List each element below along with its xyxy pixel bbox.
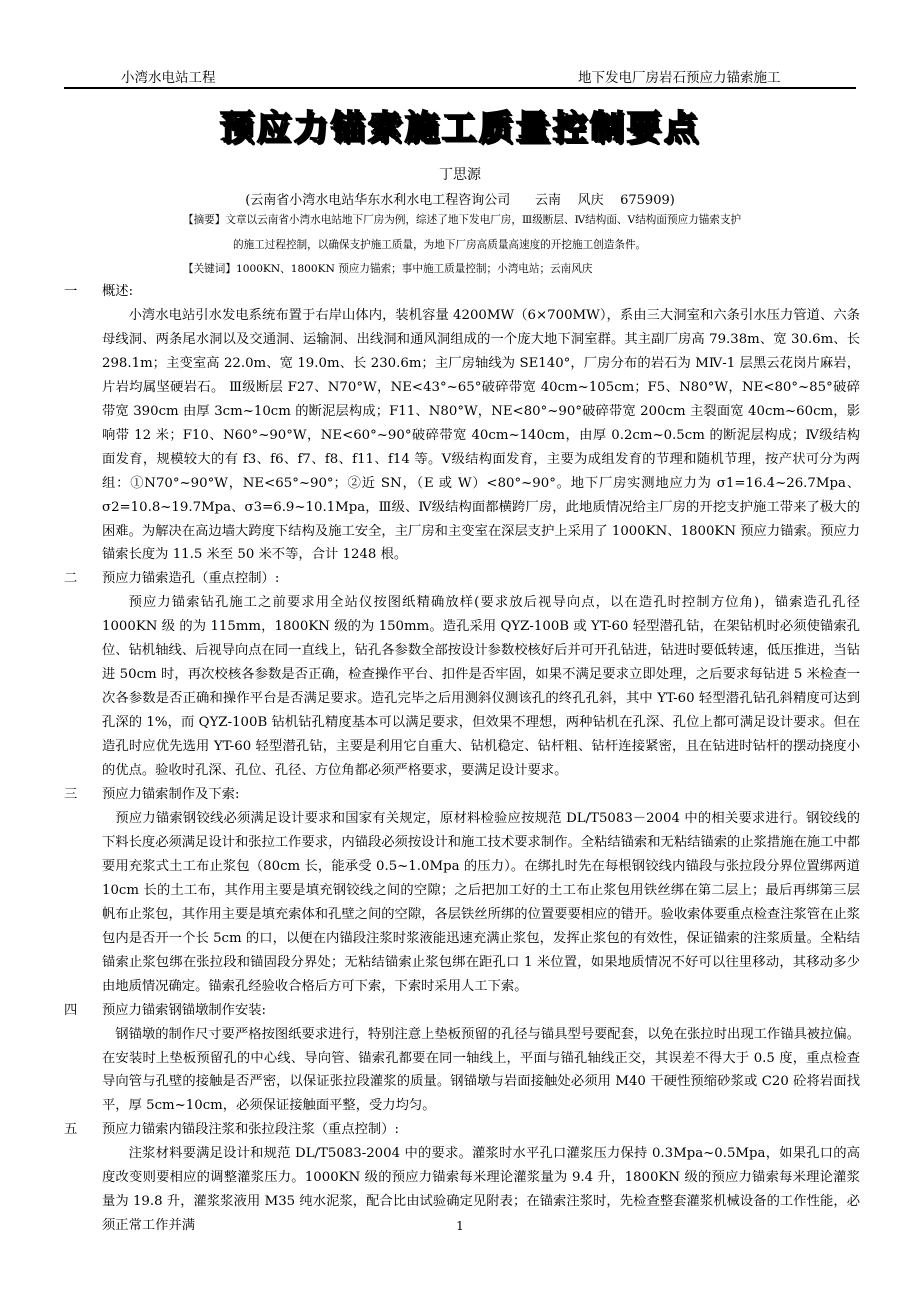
author-affiliation: (云南省小湾水电站华东水利水电工程咨询公司 云南 风庆 675909) (245, 193, 675, 208)
article-body (64, 280, 860, 1238)
section-paragraph: 小湾水电站引水发电系统布置于右岸山体内，装机容量 4200MW（6×700MW），系由三大洞室和六条引水压力管道、六条母线洞、两条尾水洞以及交通洞、运输洞、出线洞和通风洞组成的一个庞大地下洞室群。其主副厂房高 79.38m、宽 30.6m、长 298.1m；主变室高 22.0m、宽 19.0m、长 230.6m；主厂房轴线为 SE140°，厂房分布的岩石为 MⅣ-1 层黑云花岗片麻岩，片岩均属坚硬岩石。 Ⅲ级断层 F27、N70°W，NE<43°~65°破碎带宽 40cm~105cm；F5、N80°W，NE<80°~85°破碎带宽 390cm 由厚 3cm~10cm 的断泥层构成；F11、N80°W，NE<80°~90°破碎带宽 200cm 主裂面宽 40cm~60cm，影响带 12 米；F10、N60°~90°W，NE<60°~90°破碎带宽 40cm~140cm，由厚 0.2cm~0.5cm 的断泥层构成；Ⅳ级结构面发育，规模较大的有 f3、f6、f7、f8、f11、f14 等。Ⅴ级结构面发育，主要为成组发育的节理和随机节理，按产状可分为两组：①N70°~90°W，NE<65°~90°；②近 SN，（E 或 W）<80°~90°。地下厂房实测地应力为 σ1=16.4~26.7Mpa、σ2=10.8~19.7Mpa、σ3=6.9~10.1Mpa，Ⅲ级、Ⅳ级结构面都横跨厂房，此地质情况给主厂房的开挖支护施工带来了极大的困难。为解决在高边墙大跨度下结构及施工安全，主厂房和主变室在深层支护上采用了 1000KN、1800KN 预应力锚索。预应力锚索长度为 11.5 米至 50 米不等，合计 1248 根。 (102, 307, 860, 563)
section-heading (64, 280, 860, 304)
section-number: 五 (64, 1122, 78, 1138)
section-number: 三 (64, 787, 78, 803)
section-number: 一 (64, 284, 78, 299)
section-title: 预应力锚索钢锚墩制作安装: (102, 1002, 267, 1018)
section-paragraph: 预应力锚索钻孔施工之前要求用全站仪按图纸精确放样(要求放后视导向点，以在造孔时控制方位角)，锚索造孔孔径 1000KN 级 的为 115mm，1800KN 级的为 150mm。造孔采用 QYZ-100B 或 YT-60 轻型潜孔钻，在架钻机时必须使锚索孔位、钻机轴线、后视导向点在同一直线上，钻孔各参数全部按设计参数校核好后并可开孔钻进，钻进时要低转速，低压推进，当钻进 50cm 时，再次校核各参数是否正确，检查操作平台、扣件是否牢固，如果不满足要求立即处理，之后要求每钻进 5 米检查一次各参数是否正确和操作平台是否满足要求。造孔完毕之后用测斜仪测该孔的终孔孔斜，其中 YT-60 轻型潜孔钻孔斜精度可达到孔深的 1%，而 QYZ-100B 钻机钻孔精度基本可以满足要求，但效果不理想，两种钻机在孔深、孔位上都可满足设计要求。但在造孔时应优先选用 YT-60 轻型潜孔钻，主要是利用它自重大、钻机稳定、钻杆粗、钻杆连接紧密，且在钻进时钻杆的摆动挠度小的优点。验收时孔深、孔位、孔径、方位角都必须严格要求，要满足设计要求。 (102, 595, 860, 779)
page-number: 1 (456, 1219, 464, 1233)
section-heading (64, 783, 860, 807)
header-section-title: 地下发电厂房岩石预应力锚索施工 (578, 70, 781, 86)
section-paragraph: 预应力锚索钢铰线必须满足设计要求和国家有关规定，原材料检验应按规范 DL/T5083－2004 中的相关要求进行。钢铰线的下料长度必须满足设计和张拉工作要求，内锚段必须按设计和施工技术要求制作。全粘结锚索和无粘结锚索的止浆措施在施工中都要用充浆式土工布止浆包（80cm 长，能承受 0.5~1.0Mpa 的压力）。在绑扎时先在每根钢铰线内锚段与张拉段分界位置绑两道 10cm 长的土工布，其作用主要是填充钢铰线之间的空隙；之后把加工好的土工布止浆包用铁丝绑在第二层上；最后再绑第三层帆布止浆包，其作用主要是填充索体和孔壁之间的空隙，各层铁丝所绑的位置要要相应的错开。验收索体要重点检查注浆管在止浆包内是否开一个长 5cm 的口，以便在内锚段注浆时浆液能迅速充满止浆包，发挥止浆包的有效性，保证锚索的注浆质量。全粘结锚索止浆包绑在张拉段和锚固段分界处；无粘结锚索止浆包绑在距孔口 1 米位置，如果地质情况不好可以往里移动，其移动多少由地质情况确定。锚索孔经验收合格后方可下索，下索时采用人工下索。 (102, 810, 860, 994)
section-number: 四 (64, 1002, 78, 1018)
section-paragraph: 注浆材料要满足设计和规范 DL/T5083-2004 中的要求。灌浆时水平孔口灌浆压力保持 0.3Mpa~0.5Mpa，如果孔口的高度改变则要相应的调整灌浆压力。1000KN 级的预应力锚索每米理论灌浆量为 9.4 升，1800KN 级的预应力锚索每米理论灌浆量为 19.8 升，灌浆浆液用 M35 纯水泥浆，配合比由试验确定见附表；在锚索注浆时，先检查整套灌浆机械设备的工作性能，必须正常工作并满 (102, 1146, 860, 1234)
abstract-line-1: 【摘要】文章以云南省小湾水电站地下厂房为例，综述了地下发电厂房，Ⅲ级断层、Ⅳ结构面、Ⅴ结构面预应力锚索支护 (183, 214, 742, 226)
document-title: 预应力锚索施工质量控制要点 (219, 108, 701, 148)
header-project-name: 小湾水电站工程 (121, 70, 216, 86)
keywords: 【关键词】1000KN、1800KN 预应力锚索；事中施工质量控制；小湾电站；云南风庆 (183, 263, 593, 275)
header-rule (64, 87, 856, 89)
section-number: 二 (64, 571, 78, 587)
section-paragraph: 钢锚墩的制作尺寸要严格按图纸要求进行，特别注意上垫板预留的孔径与锚具型号要配套，以免在张拉时出现工作锚具被拉偏。在安装时上垫板预留孔的中心线、导向管、锚索孔都要在同一轴线上，平面与锚孔轴线正交，其误差不得大于 0.5 度，重点检查导向管与孔壁的接触是否严密，以保证张拉段灌浆的质量。钢锚墩与岩面接触处必须用 M40 干硬性预缩砂浆或 C20 砼将岩面找平，厚 5cm~10cm，必须保证接触面平整，受力均匀。 (102, 1026, 860, 1114)
author-name: 丁思源 (439, 167, 481, 183)
section-heading (64, 567, 860, 591)
section-heading (64, 1118, 860, 1142)
section-title: 概述: (102, 284, 134, 299)
section-title: 预应力锚索制作及下索: (102, 787, 240, 803)
section-title: 预应力锚索内锚段注浆和张拉段注浆（重点控制）: (102, 1122, 400, 1138)
section-title: 预应力锚索造孔（重点控制）: (102, 571, 280, 587)
section-heading (64, 999, 860, 1023)
abstract-line-2: 的施工过程控制，以确保支护施工质量，为地下厂房高质量高速度的开挖施工创造条件。 (233, 239, 647, 251)
